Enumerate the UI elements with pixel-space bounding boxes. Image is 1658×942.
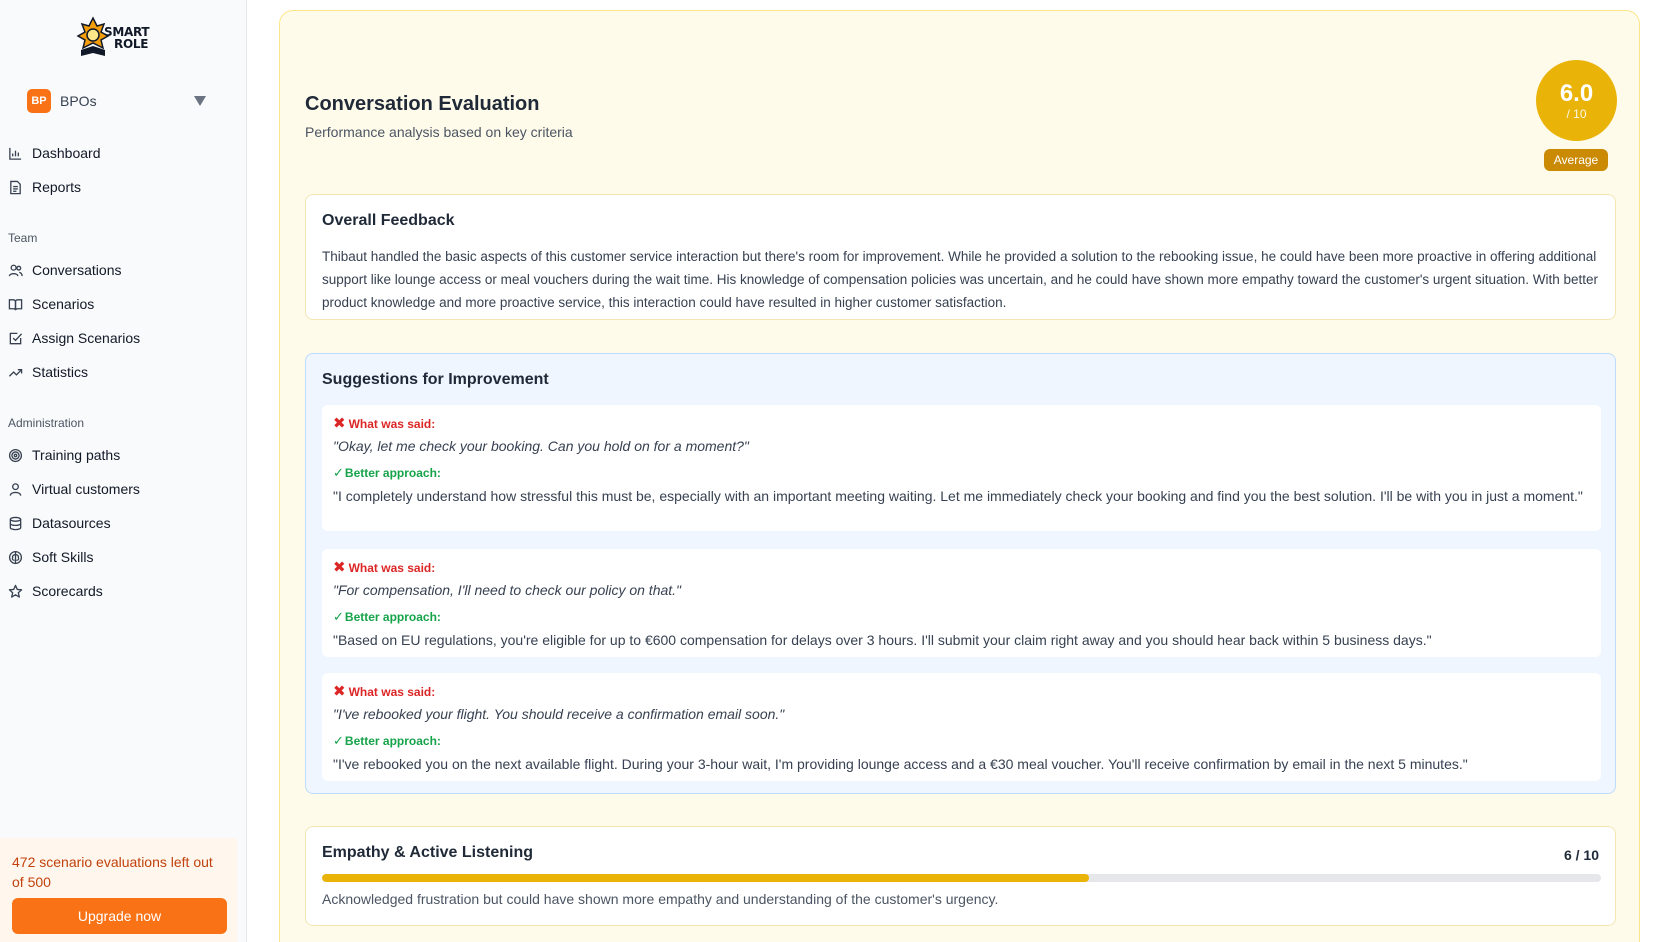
users-icon bbox=[8, 263, 23, 278]
nav-training-paths[interactable] bbox=[8, 443, 228, 467]
criterion-title: Empathy & Active Listening bbox=[322, 844, 533, 861]
check-icon: ✓ bbox=[333, 609, 344, 624]
suggestions-panel bbox=[305, 353, 1616, 794]
org-badge: BP bbox=[27, 89, 51, 113]
credits-panel bbox=[0, 838, 237, 942]
nav-datasources[interactable] bbox=[8, 511, 228, 535]
nav-label: Datasources bbox=[32, 515, 111, 531]
cross-icon: ✖ bbox=[333, 415, 346, 432]
caret-down-icon bbox=[194, 96, 206, 106]
brain-icon bbox=[8, 550, 23, 565]
page-title: Conversation Evaluation bbox=[305, 93, 540, 115]
overall-score-circle bbox=[1536, 60, 1617, 141]
nav-label: Statistics bbox=[32, 364, 89, 380]
sidebar bbox=[0, 0, 247, 942]
what-was-said-text: "I've rebooked your flight. You should receive a confirmation email soon." bbox=[333, 706, 785, 722]
better-approach-text: "Based on EU regulations, you're eligible for up to €600 compensation for delays over 3 hours. I'll submit your claim right away and you should hear back within 5 business days." bbox=[333, 632, 1432, 648]
overall-score-max: / 10 bbox=[1566, 106, 1587, 121]
upgrade-button[interactable]: Upgrade now bbox=[12, 898, 227, 934]
nav-virtual-customers[interactable] bbox=[8, 477, 228, 501]
check-icon: ✓ bbox=[333, 733, 344, 748]
better-approach-label: ✓ Better approach: bbox=[333, 465, 441, 480]
what-was-said-text: "For compensation, I'll need to check our policy on that." bbox=[333, 582, 682, 598]
overall-score-value: 6.0 bbox=[1559, 79, 1594, 107]
nav-statistics[interactable] bbox=[8, 360, 228, 384]
what-was-said-text: "Okay, let me check your booking. Can you hold on for a moment?" bbox=[333, 438, 749, 454]
credits-remaining-text: 472 scenario evaluations left out of 500 bbox=[12, 854, 213, 890]
what-was-said-label: ✖ What was said: bbox=[333, 683, 436, 700]
nav-label: Conversations bbox=[32, 262, 122, 278]
app-logo[interactable] bbox=[76, 16, 166, 58]
nav-label: Training paths bbox=[32, 447, 121, 463]
nav-reports[interactable] bbox=[8, 175, 228, 199]
checkbox-icon bbox=[8, 331, 23, 346]
better-approach-text: "I've rebooked you on the next available flight. During your 3-hour wait, I'm providing lounge access and a €30 meal voucher. You'll receive confirmation by email in the next 5 minutes." bbox=[333, 756, 1468, 772]
score-rating-badge: Average bbox=[1544, 149, 1608, 171]
criterion-description: Acknowledged frustration but could have shown more empathy and understanding of the customer's urgency. bbox=[322, 891, 999, 907]
better-approach-label: ✓ Better approach: bbox=[333, 609, 441, 624]
user-icon bbox=[8, 482, 23, 497]
book-open-icon bbox=[8, 297, 23, 312]
nav-label: Reports bbox=[32, 179, 82, 195]
nav-scenarios[interactable] bbox=[8, 292, 228, 316]
what-was-said-label: ✖ What was said: bbox=[333, 415, 436, 432]
evaluation-card bbox=[279, 10, 1640, 942]
section-administration-heading: Administration bbox=[8, 416, 85, 430]
nav-conversations[interactable] bbox=[8, 258, 228, 282]
nav-label: Soft Skills bbox=[32, 549, 94, 565]
better-approach-text: "I completely understand how stressful this must be, especially with an important meeting waiting. Let me immediately check your booking and find you the best solution. I'll be with you in just a moment." bbox=[333, 488, 1583, 504]
trending-up-icon bbox=[8, 365, 23, 380]
org-name: BPOs bbox=[60, 93, 97, 109]
check-icon: ✓ bbox=[333, 465, 344, 480]
overall-feedback-title: Overall Feedback bbox=[322, 212, 455, 229]
nav-soft-skills[interactable] bbox=[8, 545, 228, 569]
nav-label: Scorecards bbox=[32, 583, 103, 599]
nav-label: Dashboard bbox=[32, 145, 101, 161]
criterion-progress-fill bbox=[322, 874, 1089, 882]
nav-scorecards[interactable] bbox=[8, 579, 228, 603]
suggestion-item bbox=[322, 549, 1601, 657]
star-icon bbox=[8, 584, 23, 599]
page-subtitle: Performance analysis based on key criteria bbox=[305, 124, 573, 140]
what-was-said-label: ✖ What was said: bbox=[333, 559, 436, 576]
suggestion-item bbox=[322, 405, 1601, 531]
document-icon bbox=[8, 180, 23, 195]
overall-feedback-text: Thibaut handled the basic aspects of this customer service interaction but there's room for improvement. While he provided a solution to the rebooking issue, he could have been more proactive in offering additional support like lounge access or meal vouchers during the wait time. His knowledge of compensation policies was uncertain, and he could have shown more empathy toward the customer's urgent situation. With better product knowledge and more proactive service, this interaction could have resulted in higher customer satisfaction. bbox=[322, 249, 1598, 310]
logo-text: SMART ROLE bbox=[104, 25, 150, 51]
nav-dashboard[interactable] bbox=[8, 141, 228, 165]
suggestion-item bbox=[322, 673, 1601, 781]
org-selector[interactable] bbox=[27, 89, 212, 113]
criterion-panel-empathy bbox=[305, 826, 1616, 926]
nav-label: Assign Scenarios bbox=[32, 330, 141, 346]
nav-label: Scenarios bbox=[32, 296, 95, 312]
overall-feedback-panel bbox=[305, 194, 1616, 320]
suggestions-title: Suggestions for Improvement bbox=[322, 371, 549, 388]
cross-icon: ✖ bbox=[333, 559, 346, 576]
nav-assign-scenarios[interactable] bbox=[8, 326, 228, 350]
section-team-heading: Team bbox=[8, 231, 38, 245]
criterion-score: 6 / 10 bbox=[1563, 847, 1599, 863]
database-icon bbox=[8, 516, 23, 531]
criterion-progress-bar bbox=[322, 874, 1601, 882]
target-icon bbox=[8, 448, 23, 463]
bar-chart-icon bbox=[8, 146, 23, 161]
nav-label: Virtual customers bbox=[32, 481, 140, 497]
better-approach-label: ✓ Better approach: bbox=[333, 733, 441, 748]
cross-icon: ✖ bbox=[333, 683, 346, 700]
